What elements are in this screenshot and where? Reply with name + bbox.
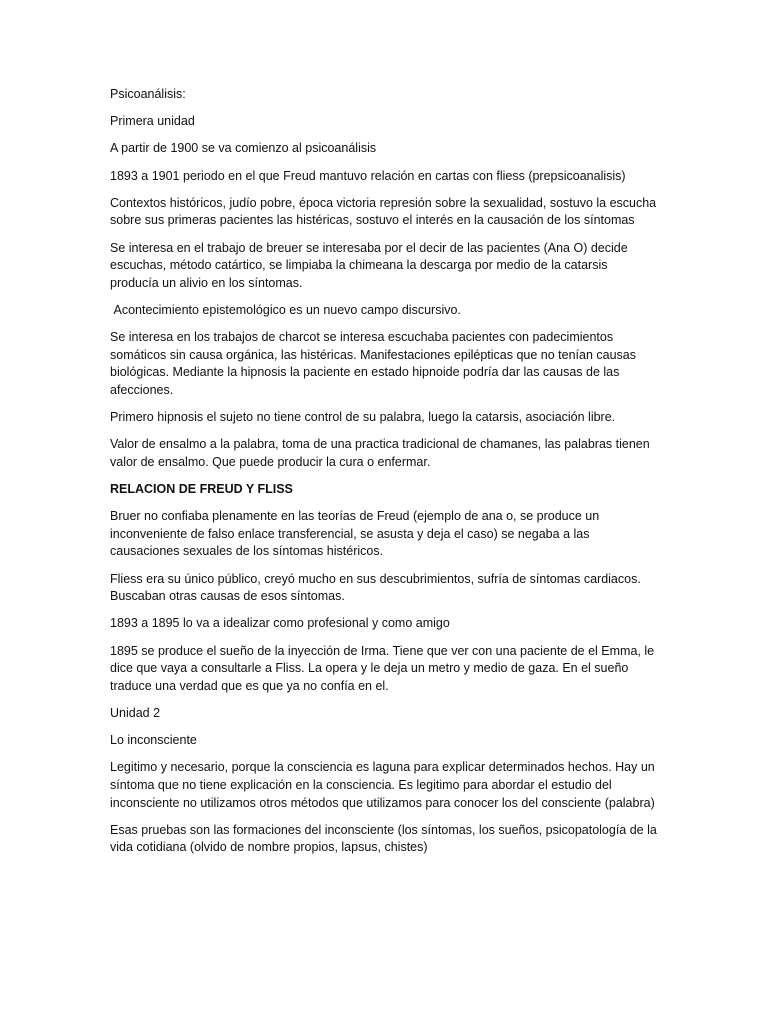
paragraph: 1893 a 1901 periodo en el que Freud mantuvo relación en cartas con fliess (prepsicoanalisis) bbox=[110, 168, 626, 183]
paragraph-subheading: Lo inconsciente bbox=[110, 733, 197, 748]
paragraph: Acontecimiento epistemológico es un nuevo campo discursivo. bbox=[110, 302, 461, 317]
paragraph-unit-heading: Primera unidad bbox=[110, 114, 195, 129]
paragraph: A partir de 1900 se va comienzo al psicoanálisis bbox=[110, 141, 377, 156]
paragraph: Valor de ensalmo a la palabra, toma de una practica tradicional de chamanes, las palabras tienen valor de ensalmo. Que puede producir la cura o enfermar. bbox=[110, 437, 650, 469]
paragraph: Contextos históricos, judío pobre, época victoria represión sobre la sexualidad, sostuvo la escucha sobre sus primeras pacientes las histéricas, sostuvo el interés en la causación de los síntomas bbox=[110, 195, 657, 228]
paragraph: Legitimo y necesario, porque la consciencia es laguna para explicar determinados hechos. Hay un síntoma que no tiene explicación en la consciencia. Es legitimo para abordar el estudio del inconsciente no utilizamos otros métodos que utilizamos para conocer los del consciente (palabra) bbox=[110, 760, 655, 810]
paragraph: Esas pruebas son las formaciones del inconsciente (los síntomas, los sueños, psicopatología de la vida cotidiana (olvido de nombre propios, lapsus, chistes) bbox=[110, 822, 657, 855]
paragraph: Primero hipnosis el sujeto no tiene control de su palabra, luego la catarsis, asociación libre. bbox=[110, 410, 616, 425]
document-body bbox=[110, 86, 658, 866]
paragraph: Fliess era su único público, creyó mucho en sus descubrimientos, sufría de síntomas cardiacos. Buscaban otras causas de esos síntomas. bbox=[110, 571, 641, 604]
paragraph-title: Psicoanálisis: bbox=[110, 87, 186, 101]
paragraph: Se interesa en el trabajo de breuer se interesaba por el decir de las pacientes (Ana O) decide escuchas, método catártico, se limpiaba la chimeana la descarga por medio de la catarsis producía un alivio en los síntomas. bbox=[110, 240, 628, 290]
paragraph: 1895 se produce el sueño de la inyección de Irma. Tiene que ver con una paciente de el Emma, le dice que vaya a consultarle a Fliss. La opera y le deja un metro y medio de gaza. En el sueño traduce una verdad que es que ya no confía en el. bbox=[110, 643, 655, 693]
paragraph: Bruer no confiaba plenamente en las teorías de Freud (ejemplo de ana o, se produce un inconveniente de falso enlace transferencial, se asusta y deja el caso) se negaba a las causaciones sexuales de los síntomas histéricos. bbox=[110, 509, 600, 559]
paragraph-unit-heading: Unidad 2 bbox=[110, 705, 161, 720]
paragraph: Se interesa en los trabajos de charcot se interesa escuchaba pacientes con padecimientos somáticos sin causa orgánica, las histéricas. Manifestaciones epilépticas que no tenían causas biológicas. Mediante la hipnosis la paciente en estado hipnoide podría dar las causas de las afecciones. bbox=[110, 330, 636, 397]
paragraph: 1893 a 1895 lo va a idealizar como profesional y como amigo bbox=[110, 616, 450, 631]
section-heading: RELACION DE FREUD Y FLISS bbox=[110, 482, 293, 497]
